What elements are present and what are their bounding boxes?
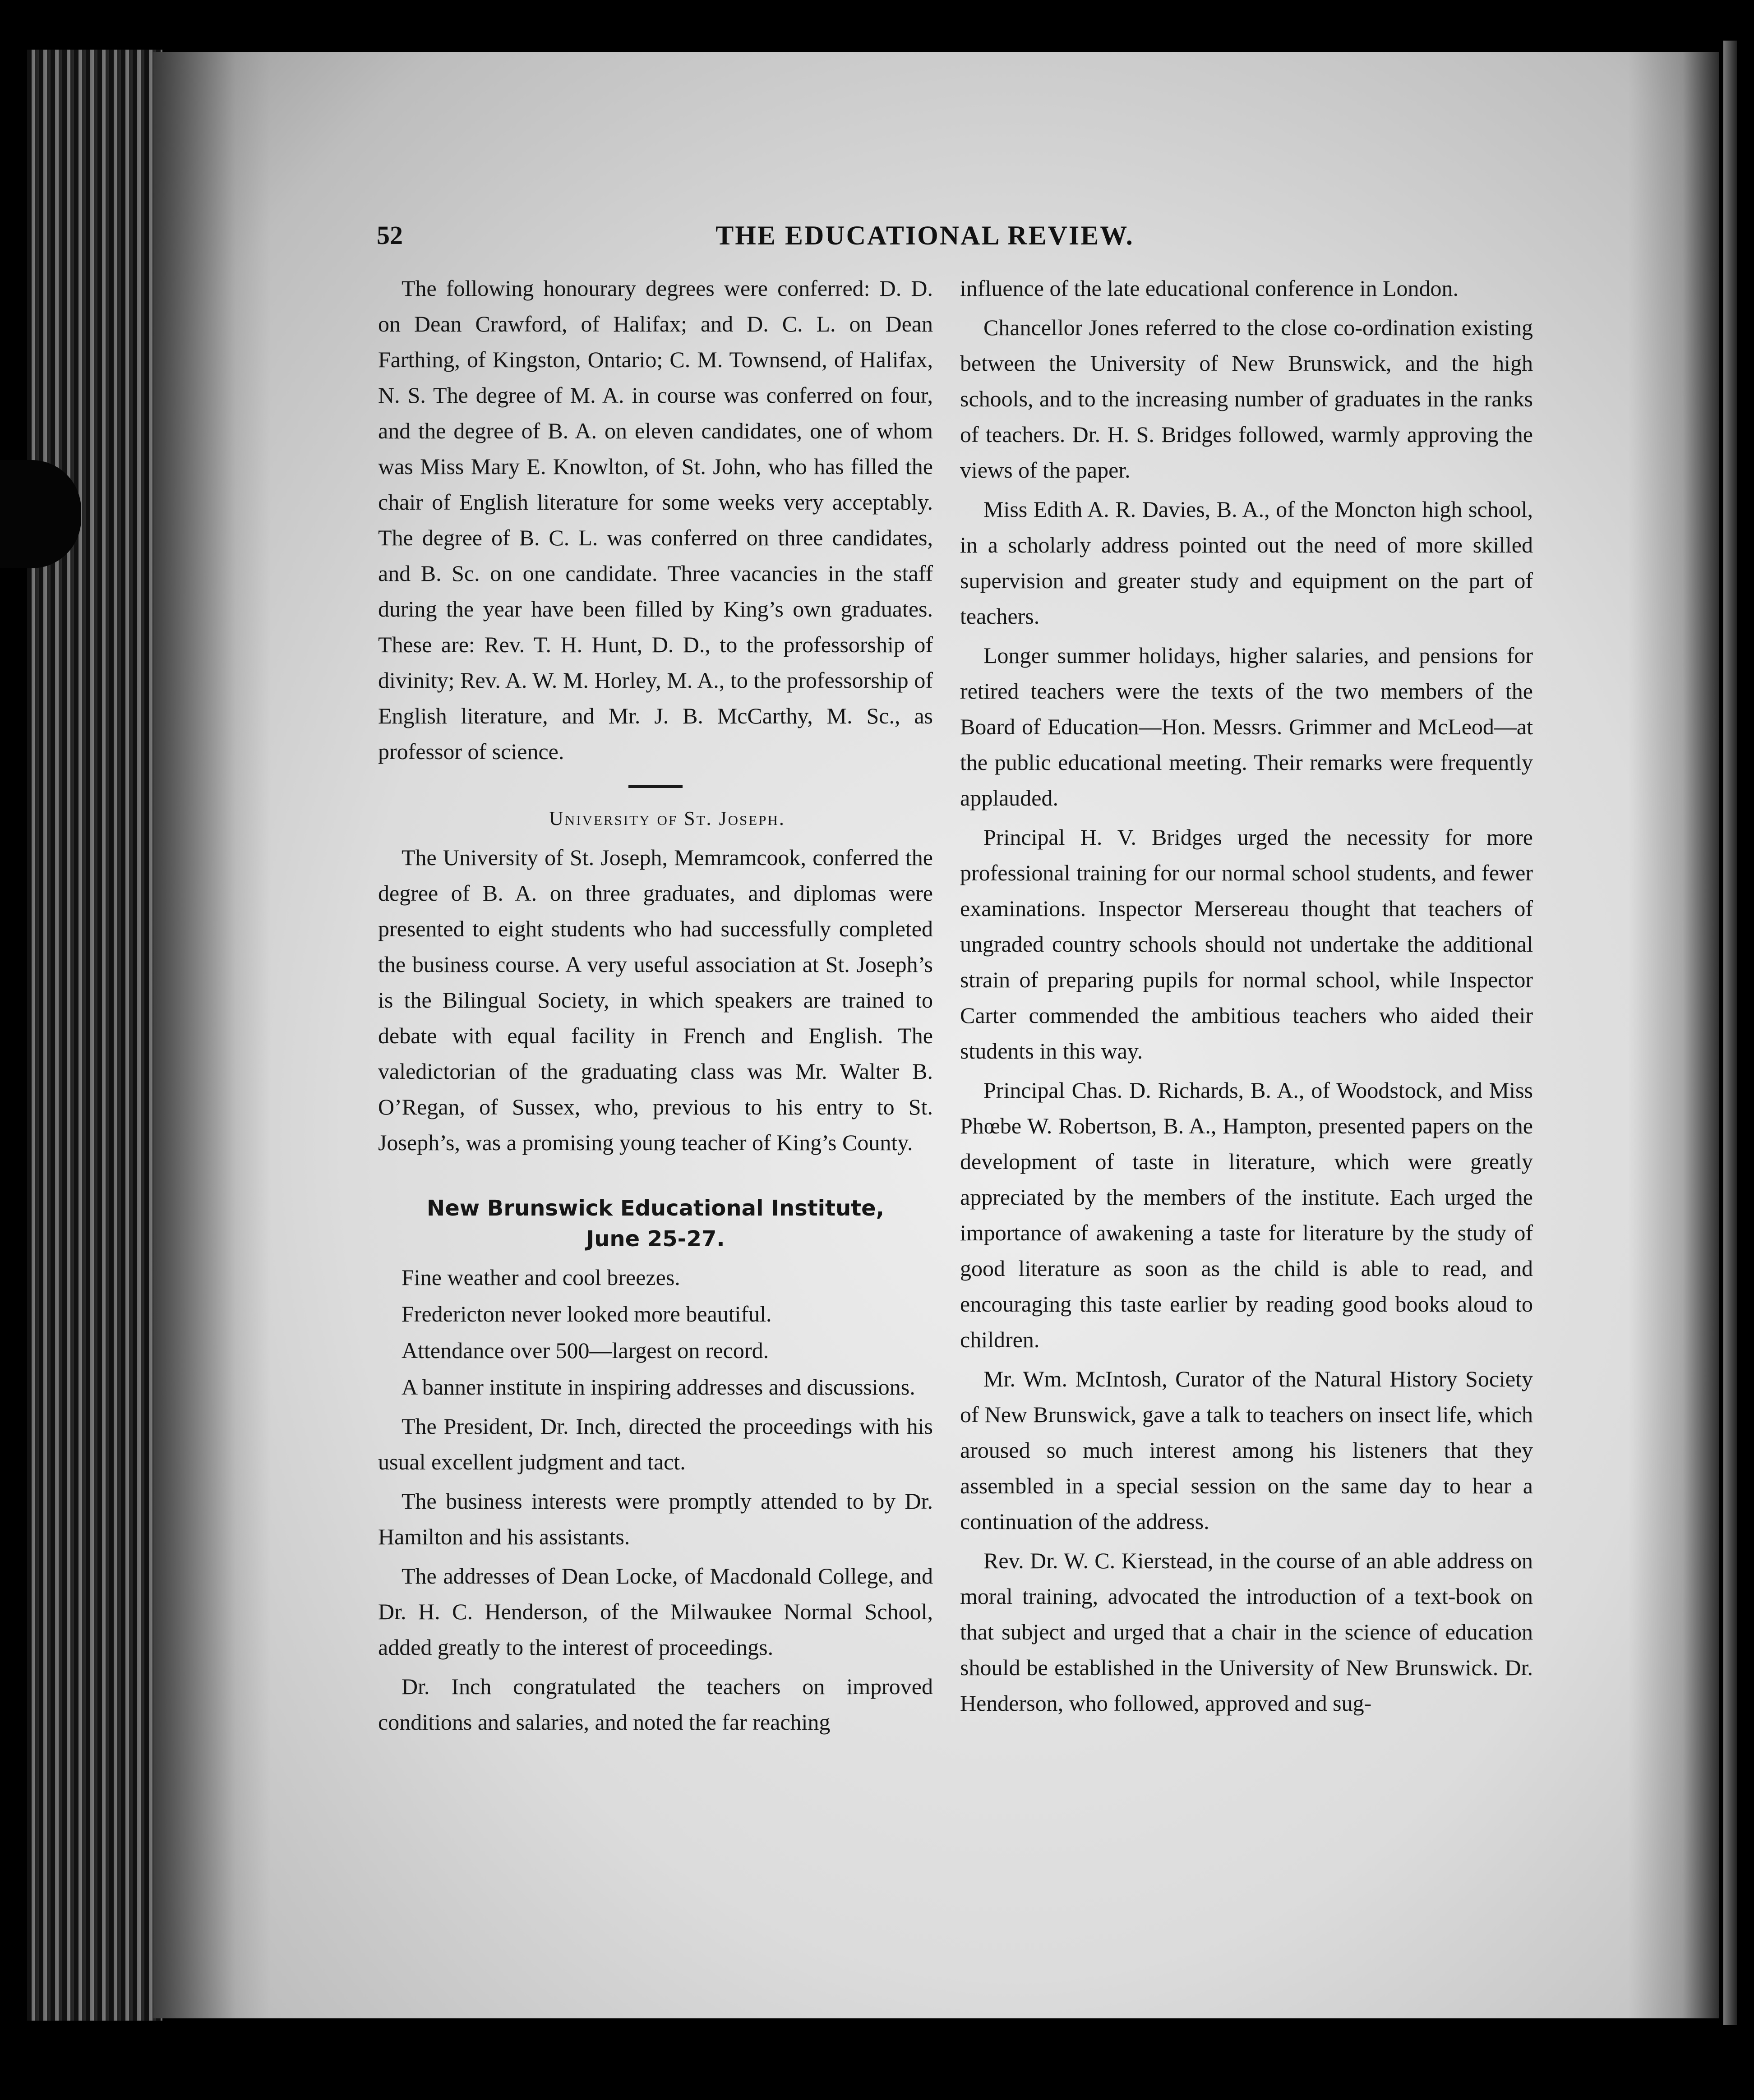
paragraph: Mr. Wm. McIntosh, Curator of the Natural History Society of New Brunswick, gave a talk to teachers on insect life, which aroused so much interest among his listeners that they assembled in a special session on the same day to hear a continuation of the address. [960, 1366, 1533, 1534]
section-divider [628, 785, 683, 788]
right-column [960, 271, 1533, 1725]
paragraph-continuation: influence of the late educational conference in London. [960, 276, 1459, 301]
article-title [378, 1193, 933, 1254]
paragraph: Principal Chas. D. Richards, B. A., of Woodstock, and Miss Phœbe W. Robertson, B. A., Hampton, presented papers on the development of taste in literature, which were greatly appreciated by the members of the institute. Each urged the importance of awakening a taste for literature by the study of good literature as soon as the child is able to read, and encouraging this taste earlier by reading good books aloud to children. [960, 1078, 1533, 1352]
right-edge-shadow [1629, 52, 1719, 2018]
paragraph: Fredericton never looked more beautiful. [402, 1301, 772, 1326]
journal-title: THE EDUCATIONAL REVIEW. [715, 221, 1134, 250]
section-heading: University of St. Joseph. [549, 807, 785, 829]
paragraph: The business interests were promptly attended to by Dr. Hamilton and his assistants. [378, 1488, 933, 1549]
paragraph: The President, Dr. Inch, directed the proceedings with his usual excellent judgment and tact. [378, 1414, 933, 1474]
left-column [378, 271, 933, 1744]
paragraph: Chancellor Jones referred to the close co-ordination existing between the University of New Brunswick, and the high schools, and to the increasing number of graduates in the ranks of teachers. Dr. H. S. Bridges followed, warmly approving the views of the paper. [960, 315, 1533, 483]
paragraph: Fine weather and cool breezes. [402, 1265, 680, 1290]
paragraph: Longer summer holidays, higher salaries, and pensions for retired teachers were the texts of the two members of the Board of Education—Hon. Messrs. Grimmer and McLeod—at the public educational meeting. Their remarks were frequently applauded. [960, 643, 1533, 811]
paragraph: The University of St. Joseph, Memramcook, conferred the degree of B. A. on three graduates, and diplomas were presented to eight students who had successfully completed the business course. A very useful association at St. Joseph’s is the Bilingual Society, in which speakers are trained to debate with equal facility in French and English. The valedictorian of the graduating class was Mr. Walter B. O’Regan, of Sussex, who, previous to his entry to St. Joseph’s, was a promising young teacher of King’s County. [378, 845, 933, 1155]
paragraph: Principal H. V. Bridges urged the necessity for more professional training for our normal school students, and fewer examinations. Inspector Mersereau thought that teachers of ungraded country schools should not undertake the additional strain of preparing pupils for normal school, while Inspector Carter commended the ambitious teachers who aided their students in this way. [960, 824, 1533, 1064]
right-binding-edge [1723, 41, 1737, 2025]
paragraph: Dr. Inch congratulated the teachers on improved conditions and salaries, and noted the far reaching [378, 1674, 933, 1735]
stacked-page-edges [27, 50, 162, 2021]
paragraph: Attendance over 500—largest on record. [402, 1338, 769, 1363]
paragraph: Miss Edith A. R. Davies, B. A., of the Moncton high school, in a scholarly address pointed out the need of more skilled supervision and greater study and equipment on the part of teachers. [960, 497, 1533, 629]
article-title-line: June 25-27. [586, 1226, 725, 1252]
paragraph: The addresses of Dean Locke, of Macdonald College, and Dr. H. C. Henderson, of the Milwaukee Normal School, added greatly to the interest of proceedings. [378, 1563, 933, 1660]
paragraph: A banner institute in inspiring addresses and discussions. [402, 1374, 915, 1400]
article-title-line: New Brunswick Educational Institute, [427, 1196, 884, 1221]
page-number: 52 [377, 221, 403, 250]
gutter-shadow [153, 52, 271, 2018]
paragraph: The following honourary degrees were conferred: D. D. on Dean Crawford, of Halifax; and D. C. L. on Dean Farthing, of Kingston, Ontario; C. M. Townsend, of Halifax, N. S. The degree of M. A. in course was conferred on four, and the degree of B. A. on eleven candidates, one of whom was Miss Mary E. Knowlton, of St. John, who has filled the chair of English literature for some weeks very acceptably. The degree of B. C. L. was conferred on three candidates, and B. Sc. on one candidate. Three vacancies in the staff during the year have been filled by King’s own graduates. These are: Rev. T. H. Hunt, D. D., to the professorship of divinity; Rev. A. W. M. Horley, M. A., to the professorship of English literature, and Mr. J. B. McCarthy, M. Sc., as professor of science. [378, 276, 933, 764]
paragraph: Rev. Dr. W. C. Kierstead, in the course of an able address on moral training, advocated the introduction of a text-book on that subject and urged that a chair in the science of education should be established in the University of New Brunswick. Dr. Henderson, who followed, approved and sug- [960, 1548, 1533, 1716]
